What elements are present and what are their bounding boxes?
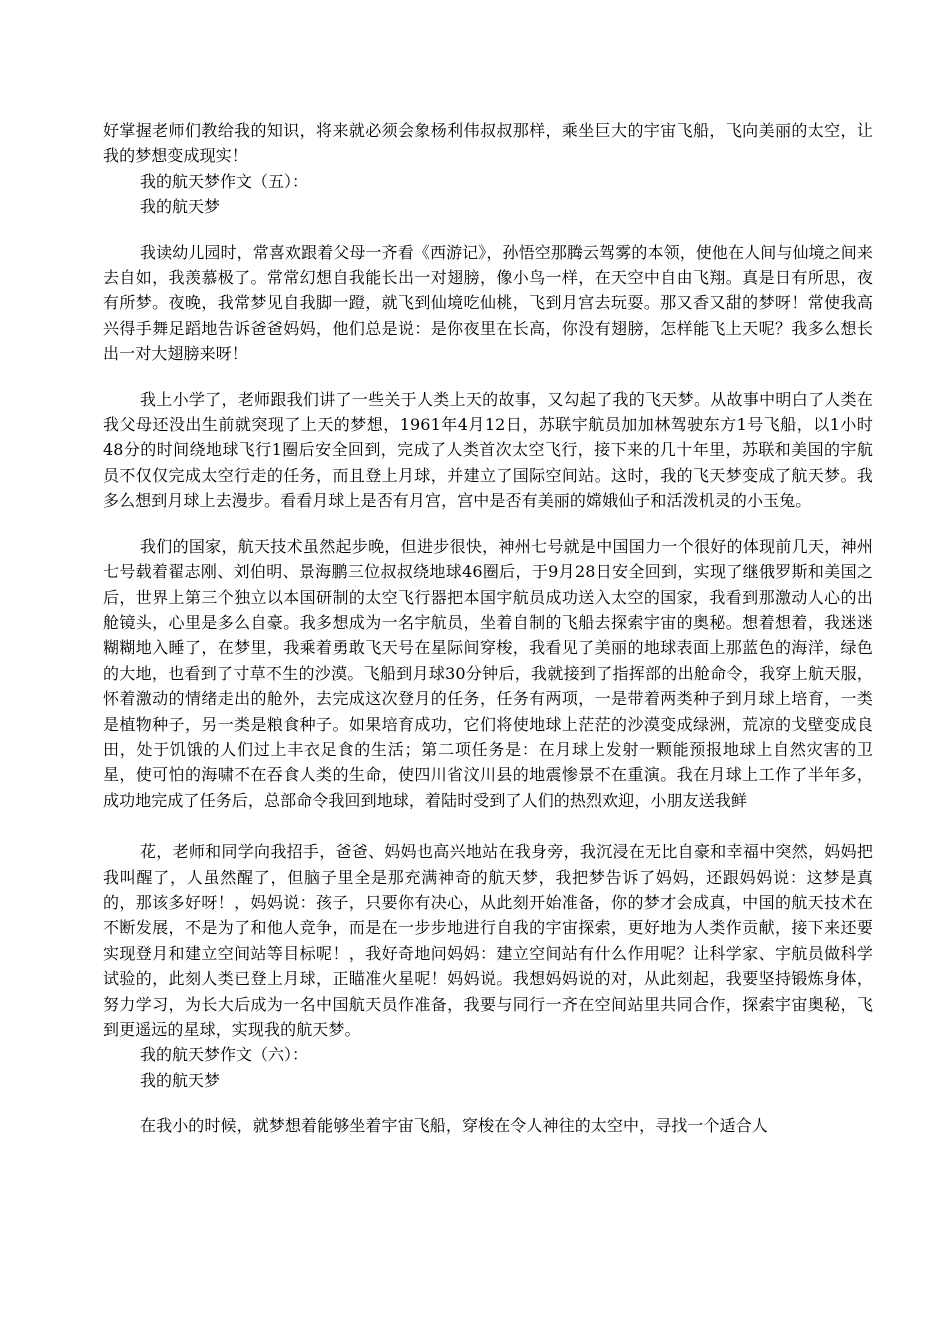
paragraph-primary-school: 我上小学了，老师跟我们讲了一些关于人类上天的故事，又勾起了我的飞天梦。从故事中明白了人类在我父母还没出生前就突现了上天的梦想，1961年4月12日，苏联宇航员加加林驾驶东方1号飞船，以1小时48分的时间绕地球飞行1圈后安全回到，完成了人类首次太空飞行，接下来的几十年里，苏联和美国的宇航员不仅仅完成太空行走的任务，而且登上月球，并建立了国际空间站。这时，我的飞天梦变成了航天梦。我多么想到月球上去漫步。看看月球上是否有月宫，宫中是否有美丽的嫦娥仙子和活泼机灵的小玉兔。 xyxy=(103,389,873,511)
paragraph-intro: 好掌握老师们教给我的知识，将来就必须会象杨利伟叔叔那样，乘坐巨大的宇宙飞船，飞向美丽的太空，让我的梦想变成现实！ xyxy=(103,121,873,166)
essay-heading-5: 我的航天梦作文（五）： xyxy=(140,171,309,191)
paragraph-shenzhou: 我们的国家，航天技术虽然起步晚，但进步很快，神州七号就是中国国力一个很好的体现前几天，神州七号载着翟志刚、刘伯明、景海鹏三位叔叔绕地球46圈后，于9月28日安全回到，实现了继俄罗斯和美国之后，世界上第三个独立以本国研制的太空飞行器把本国宇航员成功送入太空的国家，我看到那激动人心的出舱镜头，心里是多么自豪。我多想成为一名宇航员，坐着自制的飞船去探索宇宙的奥秘。想着想着，我迷迷糊糊地入睡了，在梦里，我乘着勇敢飞天号在星际间穿梭，我看见了美丽的地球表面上那蓝色的海洋，绿色的大地，也看到了寸草不生的沙漠。飞船到月球30分钟后，我就接到了指挥部的出舱命令，我穿上航天服，怀着激动的情绪走出的舱外，去完成这次登月的任务，任务有两项，一是带着两类种子到月球上培育，一类是植物种子，另一类是粮食种子。如果培育成功，它们将使地球上茫茫的沙漠变成绿洲，荒凉的戈壁变成良田，处于饥饿的人们过上丰衣足食的生活；第二项任务是：在月球上发射一颗能预报地球上自然灾害的卫星，使可怕的海啸不在吞食人类的生命，使四川省汶川县的地震惨景不在重演。我在月球上工作了半年多，成功地完成了任务后，总部命令我回到地球，着陆时受到了人们的热烈欢迎，小朋友送我鲜 xyxy=(103,536,873,810)
essay-heading-6: 我的航天梦作文（六）： xyxy=(140,1045,309,1065)
essay-title-6: 我的航天梦 xyxy=(140,1070,221,1090)
paragraph-dream-end: 花，老师和同学向我招手，爸爸、妈妈也高兴地站在我身旁，我沉浸在无比自豪和幸福中突然，妈妈把我叫醒了，人虽然醒了，但脑子里全是那充满神奇的航天梦，我把梦告诉了妈妈，还跟妈妈说：这梦是真的，那该多好呀！，妈妈说：孩子，只要你有决心，从此刻开始准备，你的梦才会成真，中国的航天技术在不断发展，不是为了和他人竞争，而是在一步步地进行自我的宇宙探索，更好地为人类作贡献，接下来还要实现登月和建立空间站等目标呢！，我好奇地问妈妈：建立空间站有什么作用呢？让科学家、宇航员做科学试验的，此刻人类已登上月球，正瞄准火星呢！妈妈说。我想妈妈说的对，从此刻起，我要坚持锻炼身体，努力学习，为长大后成为一名中国航天员作准备，我要与同行一齐在空间站里共同合作，探索宇宙奥秘，飞到更遥远的星球，实现我的航天梦。 xyxy=(103,842,873,1039)
paragraph-childhood: 在我小的时候，就梦想着能够坐着宇宙飞船，穿梭在令人神往的太空中，寻找一个适合人 xyxy=(140,1116,768,1136)
essay-title-5: 我的航天梦 xyxy=(140,197,221,217)
paragraph-kindergarten: 我读幼儿园时，常喜欢跟着父母一齐看《西游记》，孙悟空那腾云驾雾的本领，使他在人间与仙境之间来去自如，我羡慕极了。常常幻想自我能长出一对翅膀，像小鸟一样，在天空中自由飞翔。真是日有所思，夜有所梦。夜晚，我常梦见自我脚一蹬，就飞到仙境吃仙桃，飞到月宫去玩耍。那又香又甜的梦呀！常使我高兴得手舞足蹈地告诉爸爸妈妈，他们总是说：是你夜里在长高，你没有翅膀，怎样能飞上天呢？我多么想长出一对大翅膀来呀！ xyxy=(103,242,873,364)
document-body xyxy=(103,118,873,1139)
